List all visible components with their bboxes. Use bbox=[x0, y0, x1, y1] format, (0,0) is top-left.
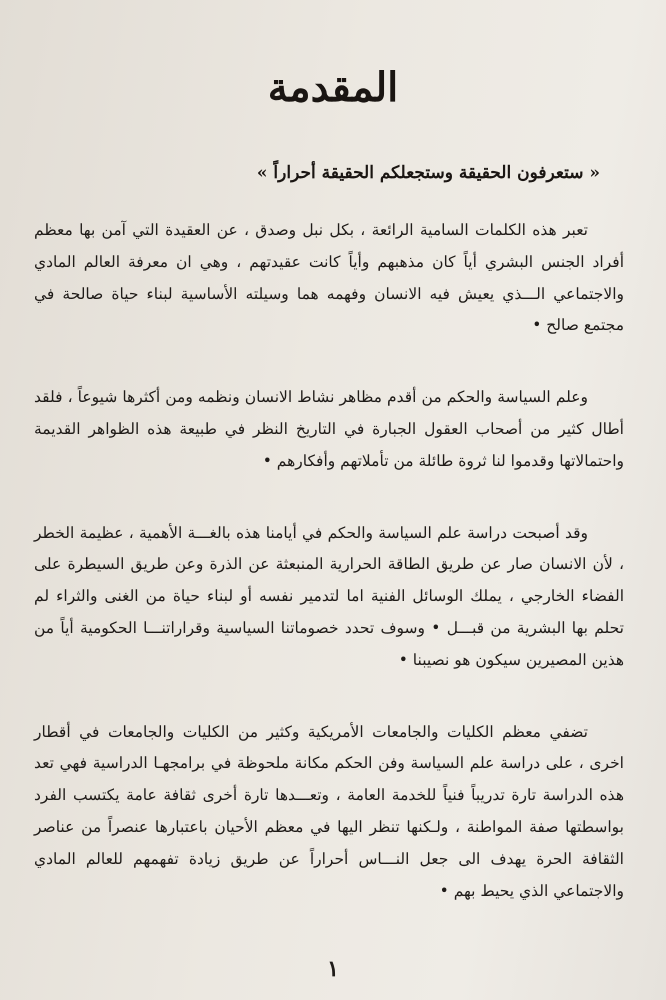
motto-quote: « ستعرفون الحقيقة وستجعلكم الحقيقة أحراراً » bbox=[256, 163, 600, 183]
page-number: ١ bbox=[327, 956, 339, 982]
paragraph: وقد أصبحت دراسة علم السياسة والحكم في أيامنا هذه بالغـــة الأهمية ، عظيمة الخطر ، لأن الانسان صار عن طريق الطاقة الحرارية المنبعثة عن الذرة وعن طريق السيطرة على الفضاء الخارجي ، يملك الوسائل الفنية اما لتدمير نفسه أو لبناء حياة من الغنى والثراء لم تحلم بها البشرية من قبـــل • وسوف تحدد خصوماتنا السياسية وقراراتنـــا الحكومية أياً من هذين المصيرين سيكون هو نصيبنا • bbox=[34, 523, 624, 669]
page-title: المقدمة bbox=[267, 64, 399, 111]
paragraph: تعبر هذه الكلمات السامية الرائعة ، بكل نبل وصدق ، عن العقيدة التي آمن بها معظم أفراد الجنس البشري أياً كان مذهبهم وأياً كانت عقيدتهم ، وهي ان معرفة العالم المادي والاجتماعي الـــذي يعيش فيه الانسان وفهمه هما وسيلته الأساسية لبناء حياة صالحة في مجتمع صالح • bbox=[34, 221, 624, 335]
paragraph: وعلم السياسة والحكم من أقدم مظاهر نشاط الانسان ونظمه ومن أكثرها شيوعاً ، فلقد أطال كثير من أصحاب العقول الجبارة في التاريخ النظر في طبيعة هذه الظواهر القديمة واحتمالاتها وقدموا لنا ثروة طائلة من تأملاتهم وأفكارهم • bbox=[34, 388, 624, 470]
paragraph: تضفي معظم الكليات والجامعات الأمريكية وكثير من الكليات والجامعات في أقطار اخرى ، على دراسة علم السياسة وفن الحكم مكانة ملحوظة في برامجهـا الدراسية فهي تعد هذه الدراسة تارة تدريباً فنياً للخدمة العامة ، وتعـــدها تارة أخرى ثقافة عامة يكتسب الفرد بواسطتها صفة المواطنة ، ولـكنها تنظر اليها في معظم الأحيان باعتبارها عنصراً من عناصر الثقافة الحرة يهدف الى جعل النـــاس أحراراً عن طريق زيادة تفهمهم للعالم المادي والاجتماعي الذي يحيط بهم • bbox=[34, 722, 624, 900]
body-text bbox=[34, 215, 624, 907]
